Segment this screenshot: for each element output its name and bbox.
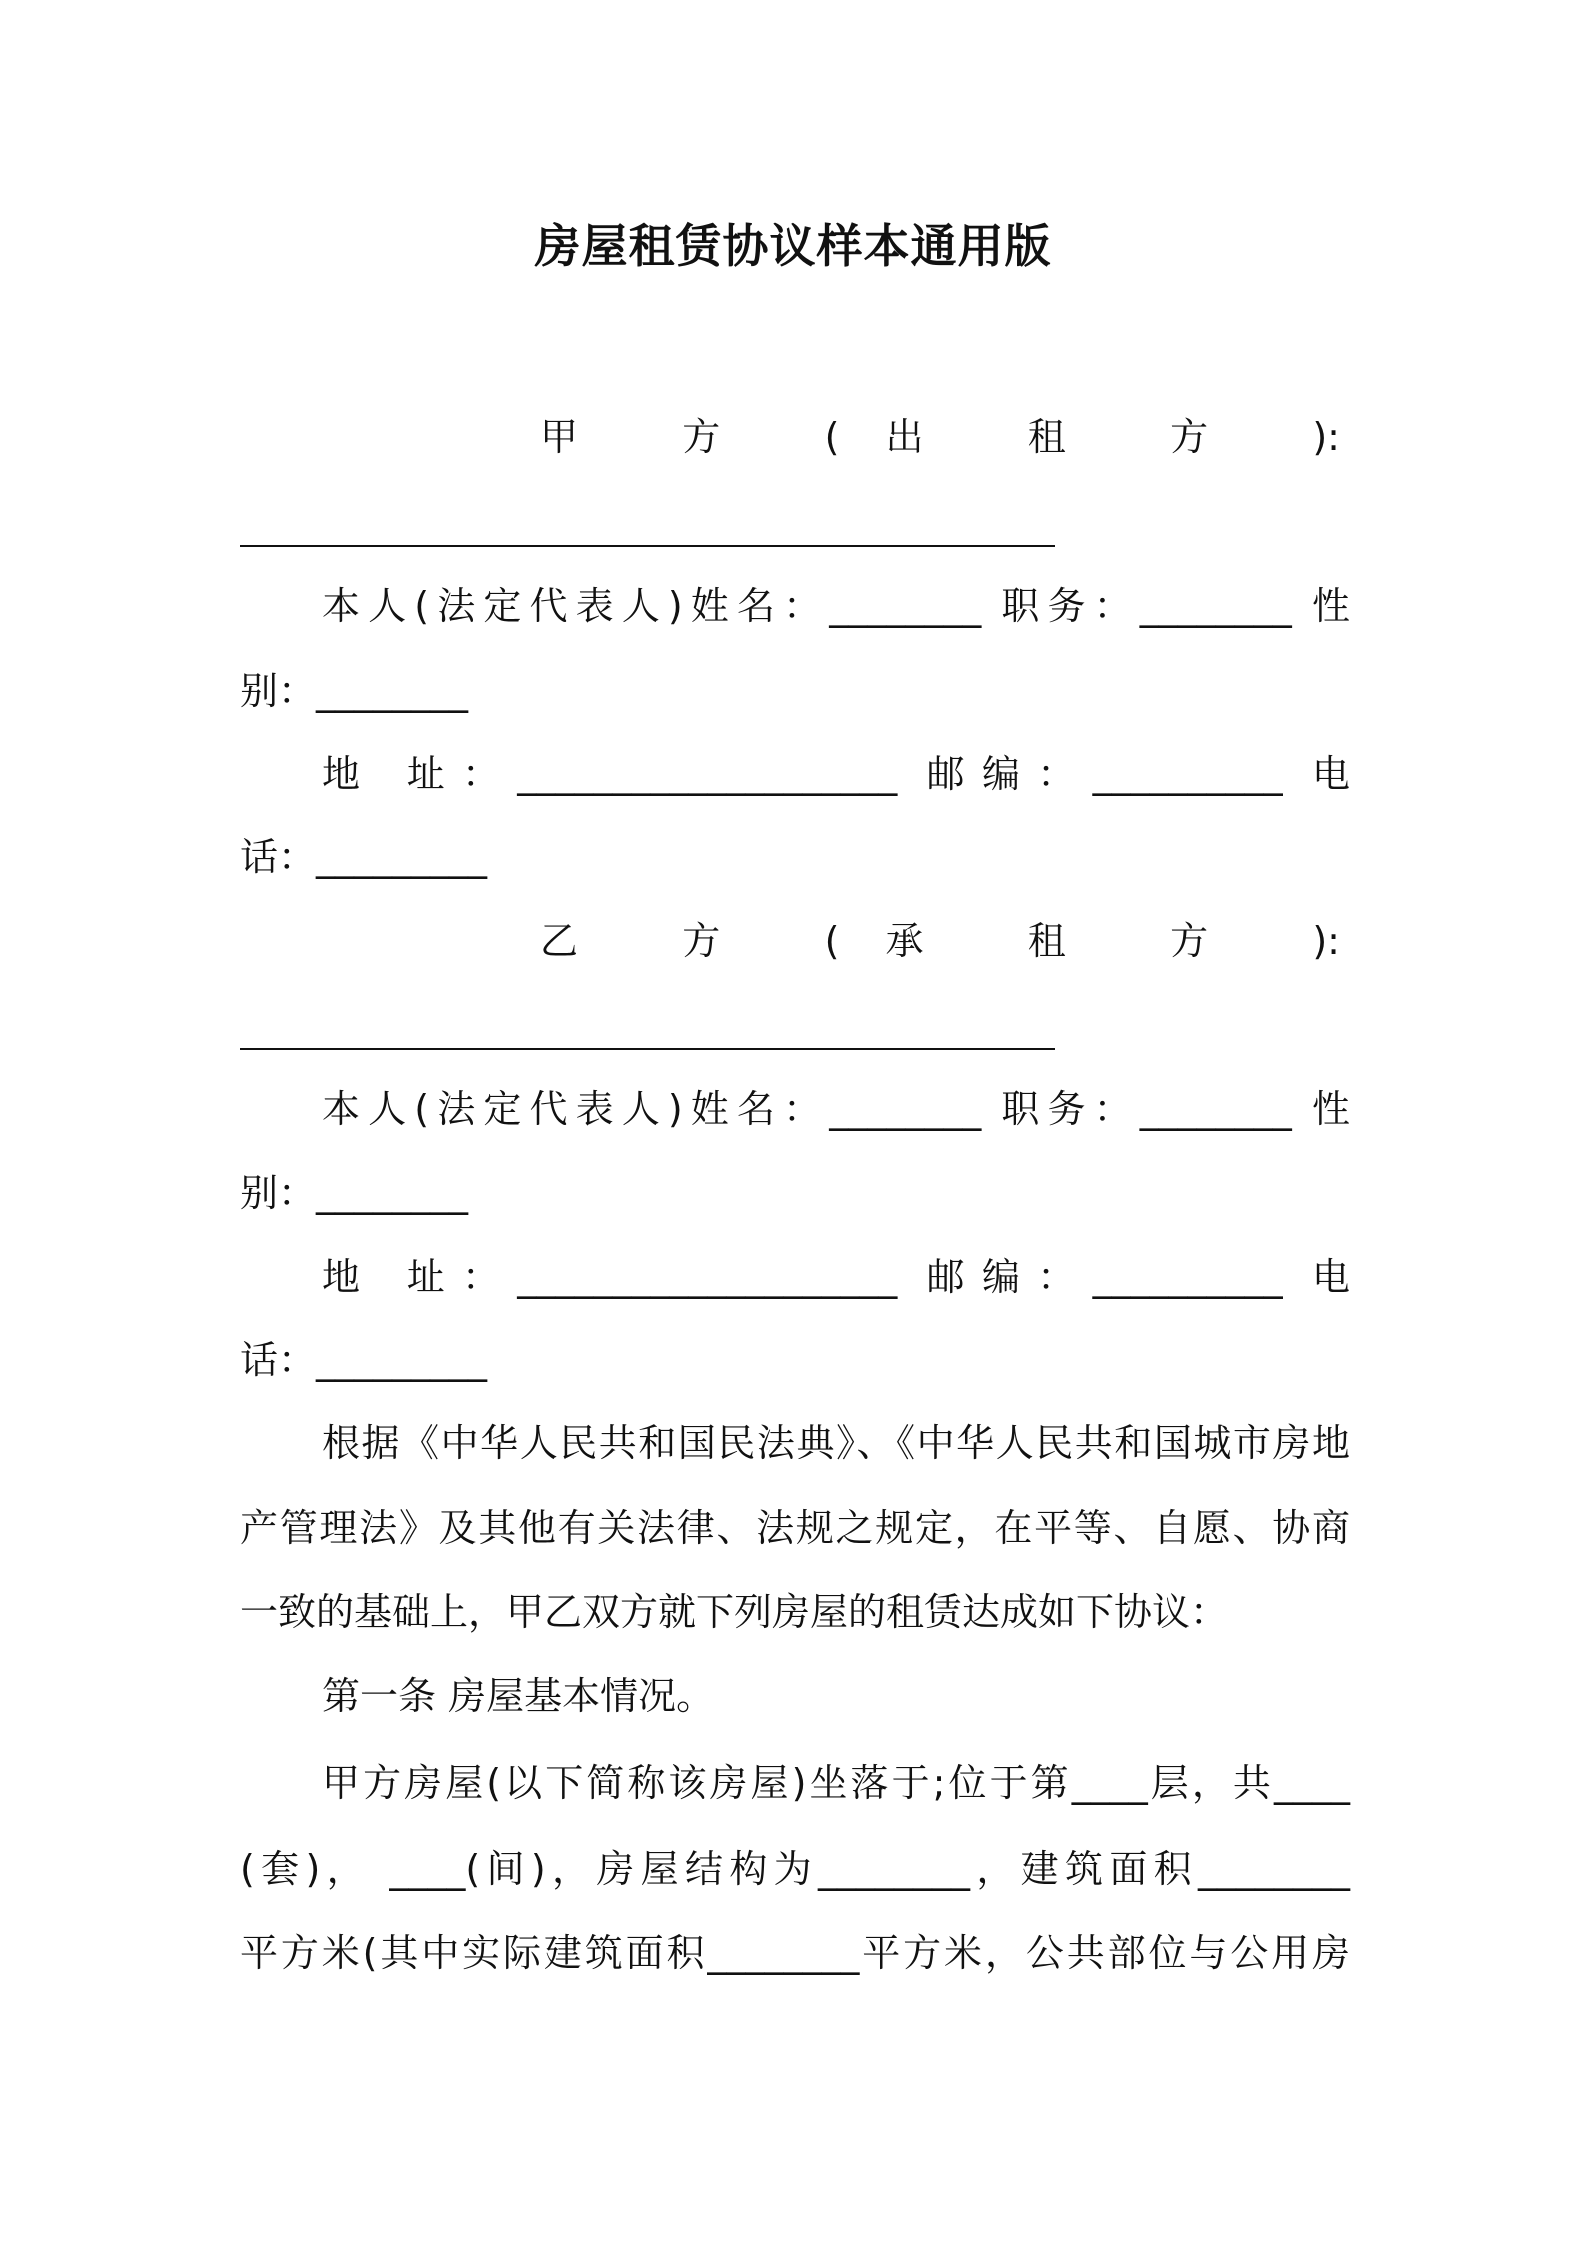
article-1-line-3: 平方米(其中实际建筑面积________平方米，公共部位与公用房 xyxy=(240,1931,1350,1975)
party-b-gender-line: 别：________ xyxy=(240,1171,469,1215)
party-a-gender-line: 别：________ xyxy=(240,669,469,713)
legal-basis-line-1: 根据《中华人民共和国民法典》、《中华人民共和国城市房地 xyxy=(322,1421,1350,1465)
article-1-line-1: 甲方房屋(以下简称该房屋)坐落于;位于第____层，共____ xyxy=(322,1761,1350,1805)
party-b-heading: 乙 方 (承 租 方 ): xyxy=(540,919,1340,963)
legal-basis-line-2: 产管理法》及其他有关法律、法规之规定，在平等、自愿、协商 xyxy=(240,1506,1350,1550)
party-a-heading: 甲 方 (出 租 方 ): xyxy=(540,415,1340,459)
party-a-representative-line: 本人(法定代表人)姓名：________ 职务：________ 性 xyxy=(322,584,1350,628)
article-1-title: 第一条 房屋基本情况。 xyxy=(322,1674,715,1718)
party-b-representative-line: 本人(法定代表人)姓名：________ 职务：________ 性 xyxy=(322,1087,1350,1131)
legal-basis-line-3: 一致的基础上，甲乙双方就下列房屋的租赁达成如下协议： xyxy=(240,1590,1229,1634)
article-1-line-2: (套)， ____(间)，房屋结构为________，建筑面积________ xyxy=(240,1847,1350,1891)
document-title: 房屋租赁协议样本通用版 xyxy=(534,219,1052,273)
party-a-address-line: 地 址：____________________ 邮编：__________ 电 xyxy=(322,752,1350,796)
party-b-phone-line: 话：_________ xyxy=(240,1338,488,1382)
party-a-phone-line: 话：_________ xyxy=(240,835,488,879)
party-a-name-underline xyxy=(240,545,1055,547)
party-b-name-underline xyxy=(240,1048,1055,1050)
party-b-address-line: 地 址：____________________ 邮编：__________ 电 xyxy=(322,1255,1350,1299)
